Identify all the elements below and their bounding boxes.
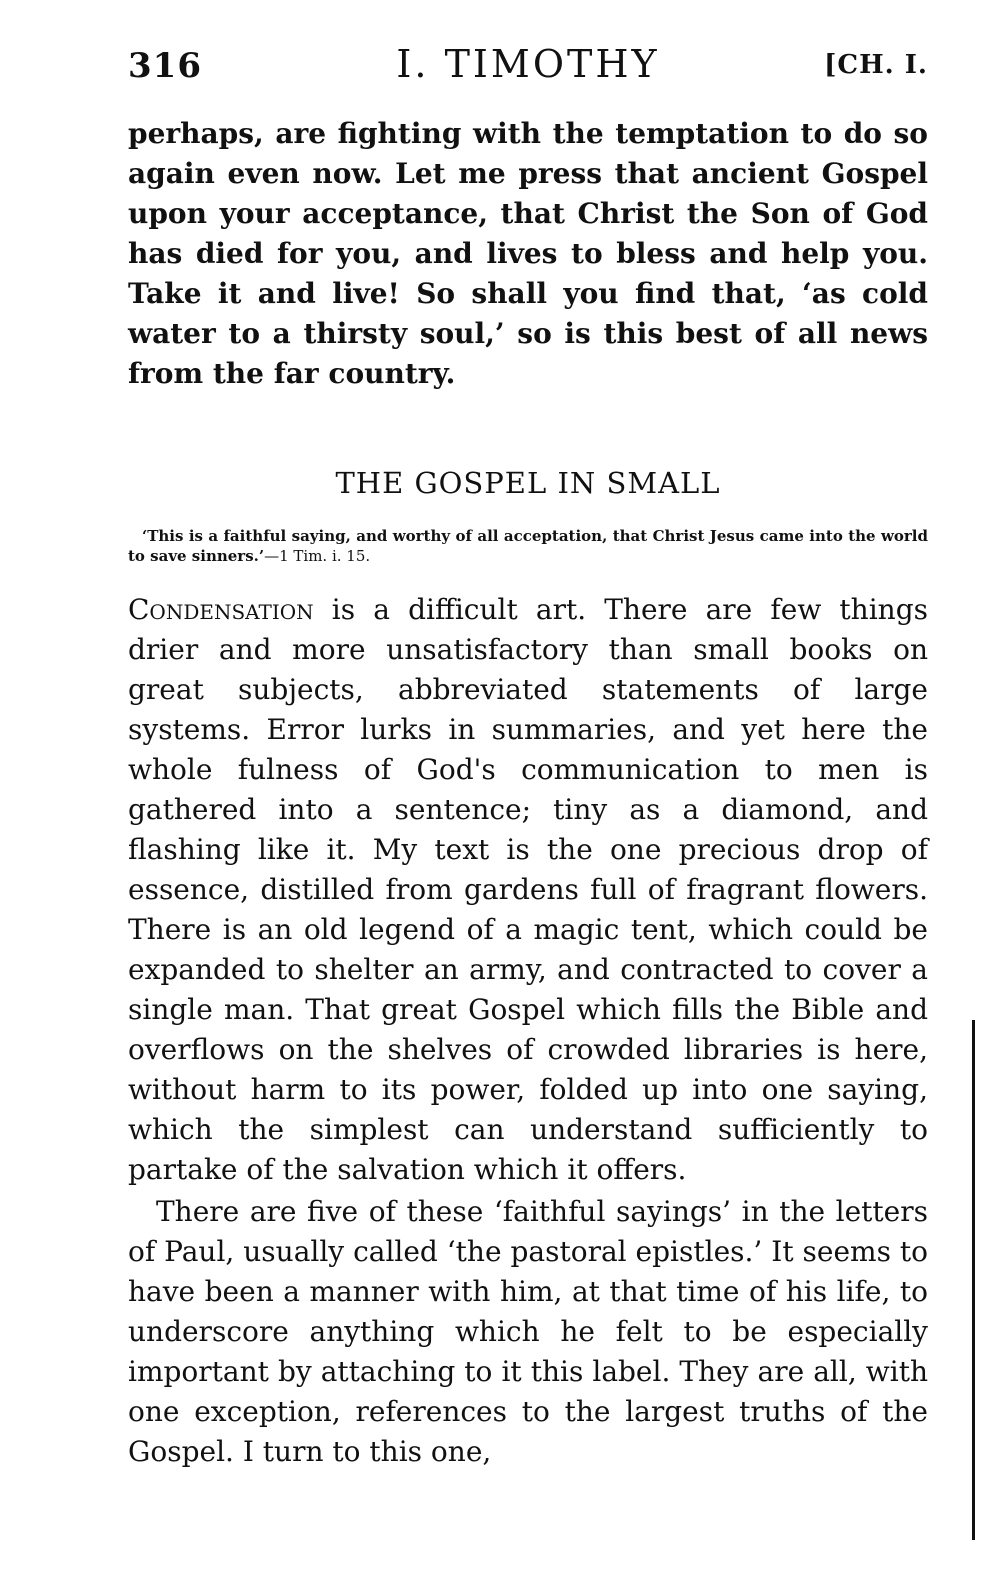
epigraph-quote: ‘This is a faithful saying, and worthy of all acceptation, that Christ Jesus came into the world to save sinners.’ [128, 527, 928, 565]
body-paragraph-1 [128, 590, 928, 1190]
epigraph [128, 526, 928, 566]
margin-rule [972, 1020, 975, 1540]
running-title: I. TIMOTHY [396, 42, 660, 86]
paragraph-lead-word: Condensation [128, 593, 314, 626]
paragraph-1-text: is a difficult art. There are few things drier and more unsatisfactory than small books on great subjects, abbreviated statements of large systems. Error lurks in summaries, and yet here the whole fulness of God's communication to men is gathered into a sentence; tiny as a diamond, and flashing like it. My text is the one precious drop of essence, distilled from gardens full of fragrant flowers. There is an old legend of a magic tent, which could be expanded to shelter an army, and contracted to cover a single man. That great Gospel which fills the Bible and overflows on the shelves of crowded libraries is here, without harm to its power, folded up into one saying, which the simplest can understand sufficiently to partake of the salvation which it offers. [128, 593, 928, 1186]
body-paragraph-2: There are five of these ‘faithful sayings’ in the letters of Paul, usually called ‘the pastoral epistles.’ It seems to have been a manner with him, at that time of his life, to underscore anything which he felt to be especially important by attaching to it this label. They are all, with one exception, references to the largest truths of the Gospel. I turn to this one, [128, 1195, 928, 1468]
chapter-reference: [CH. I. [824, 50, 928, 80]
continued-paragraph: perhaps, are fighting with the temptation to do so again even now. Let me press that ancient Gospel upon your acceptance, that Christ the Son of God has died for you, and lives to bless and help you. Take it and live! So shall you find that, ‘as cold water to a thirsty soul,’ so is this best of all news from the far country. [128, 117, 928, 390]
section-title: THE GOSPEL IN SMALL [335, 466, 721, 500]
epigraph-reference: —1 Tim. i. 15. [264, 547, 371, 565]
page-number: 316 [128, 46, 202, 86]
page-header [128, 40, 928, 90]
